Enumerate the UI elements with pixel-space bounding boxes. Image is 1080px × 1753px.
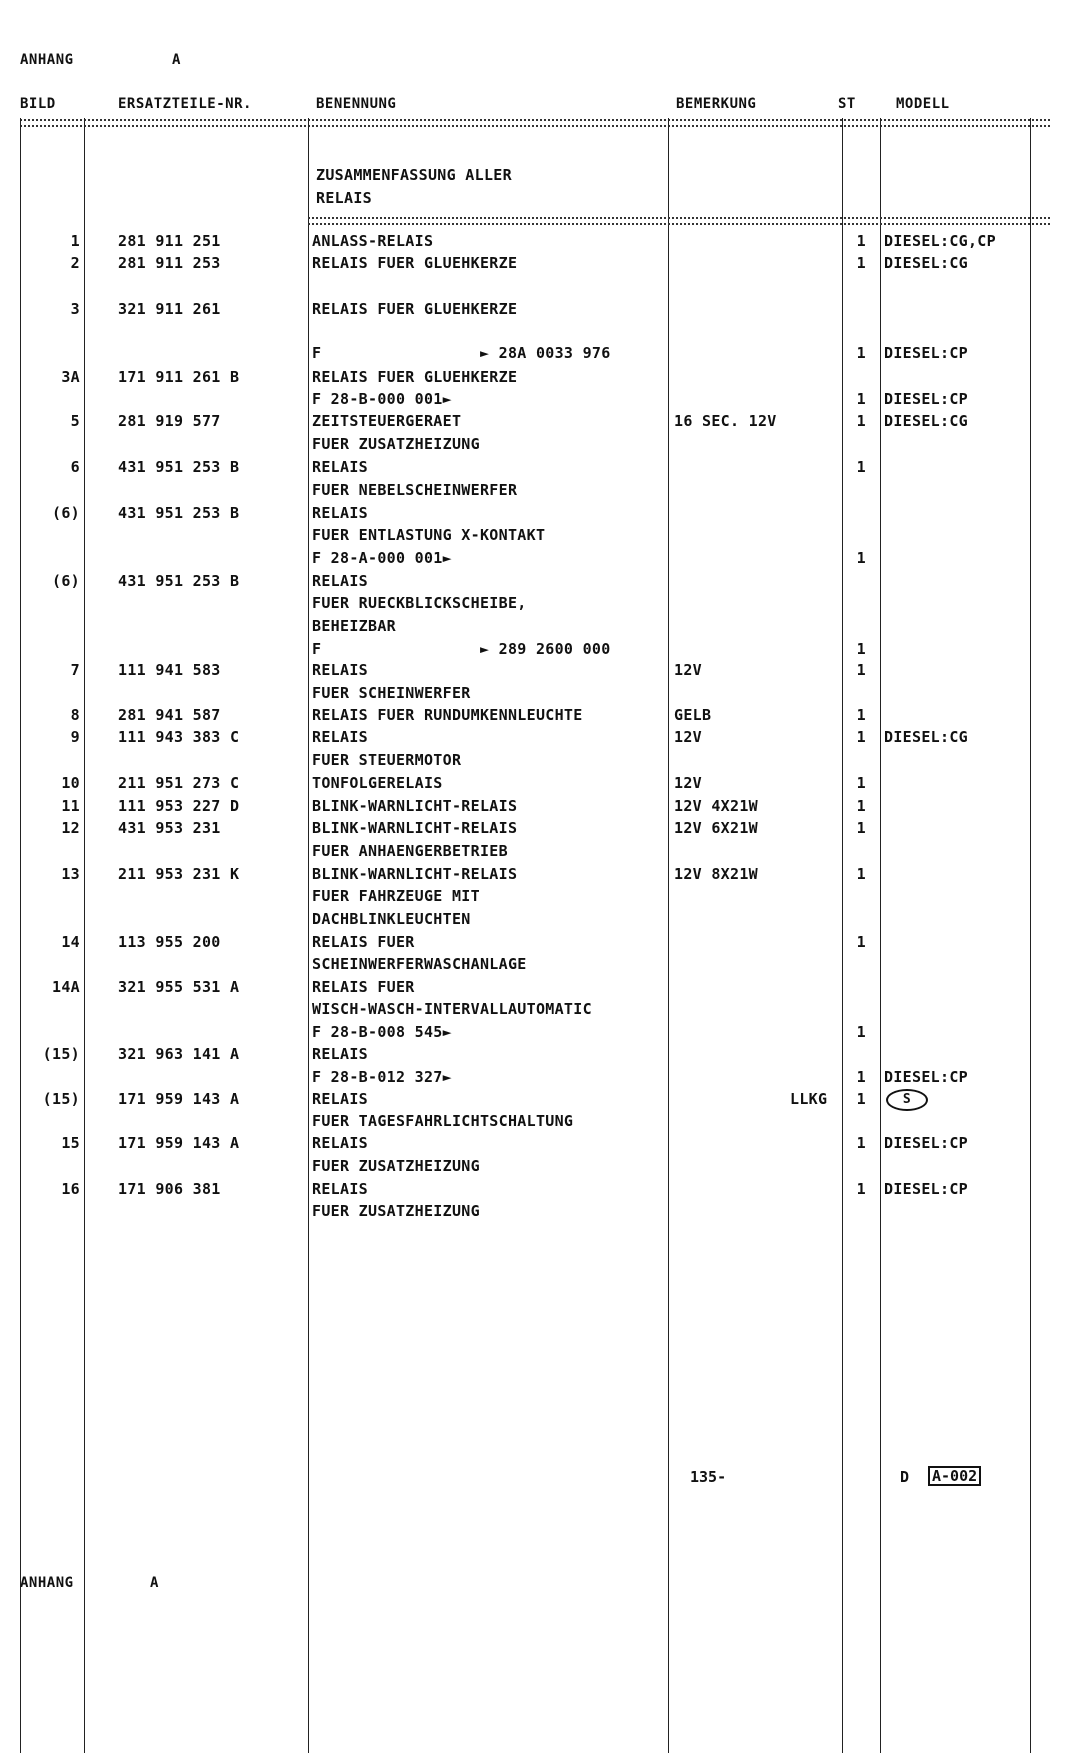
next-anhang-label: ANHANG bbox=[20, 1575, 74, 1591]
cell-st: 1 bbox=[856, 728, 866, 746]
column-line bbox=[842, 118, 843, 1753]
cell-st: 1 bbox=[856, 1068, 866, 1086]
cell-ben: BEHEIZBAR bbox=[312, 617, 396, 635]
cell-st: 1 bbox=[856, 1180, 866, 1198]
col-header-ersatzteile: ERSATZTEILE-NR. bbox=[118, 96, 252, 112]
cell-bem: 12V 4X21W bbox=[674, 797, 758, 815]
cell-nr: 431 953 231 bbox=[118, 819, 221, 837]
cell-ben: F 28-B-008 545► bbox=[312, 1023, 452, 1041]
cell-ben: FUER ZUSATZHEIZUNG bbox=[312, 1157, 480, 1175]
cell-st: 1 bbox=[856, 797, 866, 815]
language-code: D bbox=[900, 1468, 910, 1486]
cell-nr: 281 919 577 bbox=[118, 412, 221, 430]
cell-ben: F ► 289 2600 000 bbox=[312, 640, 611, 658]
cell-nr: 281 941 587 bbox=[118, 706, 221, 724]
cell-bem: 12V 6X21W bbox=[674, 819, 758, 837]
model-symbol: S bbox=[886, 1089, 928, 1111]
cell-bild: 15 bbox=[61, 1134, 80, 1152]
column-line bbox=[668, 118, 669, 1753]
cell-bild: 6 bbox=[70, 458, 80, 476]
cell-st: 1 bbox=[856, 774, 866, 792]
anhang-label: ANHANG bbox=[20, 52, 74, 68]
cell-ben: FUER SCHEINWERFER bbox=[312, 684, 471, 702]
cell-bild: 7 bbox=[70, 661, 80, 679]
cell-mod: DIESEL:CP bbox=[884, 390, 968, 408]
cell-ben: RELAIS bbox=[312, 661, 368, 679]
cell-st: 1 bbox=[856, 865, 866, 883]
cell-mod: DIESEL:CG bbox=[884, 254, 968, 272]
cell-nr: 171 959 143 A bbox=[118, 1090, 240, 1108]
cell-mod: DIESEL:CP bbox=[884, 1134, 968, 1152]
cell-bild: 8 bbox=[70, 706, 80, 724]
cell-ben: RELAIS FUER GLUEHKERZE bbox=[312, 254, 518, 272]
cell-st: 1 bbox=[856, 640, 866, 658]
cell-nr: 281 911 251 bbox=[118, 232, 221, 250]
cell-ben: FUER ANHAENGERBETRIEB bbox=[312, 842, 508, 860]
col-header-modell: MODELL bbox=[896, 96, 950, 112]
cell-ben: F 28-B-012 327► bbox=[312, 1068, 452, 1086]
cell-st: 1 bbox=[856, 819, 866, 837]
cell-ben: SCHEINWERFERWASCHANLAGE bbox=[312, 955, 527, 973]
cell-mod: DIESEL:CG,CP bbox=[884, 232, 996, 250]
cell-mod: DIESEL:CP bbox=[884, 1068, 968, 1086]
col-header-st: ST bbox=[838, 96, 856, 112]
cell-nr: 111 941 583 bbox=[118, 661, 221, 679]
cell-ben: FUER ENTLASTUNG X-KONTAKT bbox=[312, 526, 546, 544]
cell-bem: GELB bbox=[674, 706, 712, 724]
section-title-line-1: ZUSAMMENFASSUNG ALLER bbox=[316, 166, 512, 184]
cell-bild: (6) bbox=[52, 504, 80, 522]
cell-ben: FUER RUECKBLICKSCHEIBE, bbox=[312, 594, 527, 612]
cell-ben: F 28-B-000 001► bbox=[312, 390, 452, 408]
column-line bbox=[880, 118, 881, 1753]
cell-mod: DIESEL:CG bbox=[884, 728, 968, 746]
cell-st: 1 bbox=[856, 549, 866, 567]
cell-ben: FUER FAHRZEUGE MIT bbox=[312, 887, 480, 905]
cell-ben: WISCH-WASCH-INTERVALLAUTOMATIC bbox=[312, 1000, 592, 1018]
cell-bild: 3 bbox=[70, 300, 80, 318]
column-line bbox=[20, 118, 21, 1753]
cell-ben: RELAIS bbox=[312, 1090, 368, 1108]
cell-ben: RELAIS bbox=[312, 1045, 368, 1063]
cell-st: 1 bbox=[856, 232, 866, 250]
cell-bild: 3A bbox=[61, 368, 80, 386]
model-symbol-circled bbox=[886, 1089, 928, 1111]
header-rule-top bbox=[20, 119, 1050, 121]
cell-bild: (6) bbox=[52, 572, 80, 590]
cell-bild: (15) bbox=[42, 1090, 80, 1108]
cell-ben: RELAIS FUER bbox=[312, 933, 415, 951]
cell-nr: 171 911 261 B bbox=[118, 368, 240, 386]
cell-st: 1 bbox=[856, 412, 866, 430]
cell-nr: 171 906 381 bbox=[118, 1180, 221, 1198]
cell-ben: RELAIS bbox=[312, 1180, 368, 1198]
cell-bem: 12V bbox=[674, 661, 702, 679]
cell-bem: LLKG bbox=[790, 1090, 828, 1108]
cell-nr: 431 951 253 B bbox=[118, 572, 240, 590]
cell-st: 1 bbox=[856, 661, 866, 679]
cell-nr: 113 955 200 bbox=[118, 933, 221, 951]
page-number: 135- bbox=[690, 1468, 727, 1486]
cell-bild: 11 bbox=[61, 797, 80, 815]
cell-nr: 171 959 143 A bbox=[118, 1134, 240, 1152]
col-header-benennung: BENENNUNG bbox=[316, 96, 397, 112]
cell-ben: TONFOLGERELAIS bbox=[312, 774, 443, 792]
cell-nr: 321 911 261 bbox=[118, 300, 221, 318]
cell-ben: RELAIS bbox=[312, 728, 368, 746]
cell-ben: FUER NEBELSCHEINWERFER bbox=[312, 481, 518, 499]
cell-ben: RELAIS bbox=[312, 572, 368, 590]
cell-bild: 10 bbox=[61, 774, 80, 792]
column-line bbox=[1030, 118, 1031, 1753]
cell-nr: 431 951 253 B bbox=[118, 504, 240, 522]
section-rule-top bbox=[308, 217, 1050, 219]
cell-bild: 2 bbox=[70, 254, 80, 272]
next-anhang-value: A bbox=[150, 1575, 159, 1591]
cell-bild: 1 bbox=[70, 232, 80, 250]
cell-st: 1 bbox=[856, 1023, 866, 1041]
cell-ben: ANLASS-RELAIS bbox=[312, 232, 434, 250]
cell-nr: 111 953 227 D bbox=[118, 797, 240, 815]
col-header-bild: BILD bbox=[20, 96, 56, 112]
cell-bild: 16 bbox=[61, 1180, 80, 1198]
document-code-box bbox=[928, 1466, 981, 1486]
cell-st: 1 bbox=[856, 706, 866, 724]
cell-nr: 211 951 273 C bbox=[118, 774, 240, 792]
cell-st: 1 bbox=[856, 344, 866, 362]
section-title-line-2: RELAIS bbox=[316, 189, 372, 207]
cell-ben: RELAIS FUER RUNDUMKENNLEUCHTE bbox=[312, 706, 583, 724]
cell-bild: 14A bbox=[52, 978, 80, 996]
cell-bem: 16 SEC. 12V bbox=[674, 412, 777, 430]
cell-st: 1 bbox=[856, 458, 866, 476]
cell-ben: RELAIS bbox=[312, 1134, 368, 1152]
cell-nr: 211 953 231 K bbox=[118, 865, 240, 883]
header-rule-bottom bbox=[20, 125, 1050, 127]
cell-bem: 12V 8X21W bbox=[674, 865, 758, 883]
cell-mod: DIESEL:CP bbox=[884, 1180, 968, 1198]
cell-ben: F ► 28A 0033 976 bbox=[312, 344, 611, 362]
cell-ben: RELAIS FUER bbox=[312, 978, 415, 996]
anhang-value: A bbox=[172, 52, 181, 68]
cell-st: 1 bbox=[856, 1090, 866, 1108]
cell-st: 1 bbox=[856, 390, 866, 408]
cell-nr: 321 963 141 A bbox=[118, 1045, 240, 1063]
cell-ben: BLINK-WARNLICHT-RELAIS bbox=[312, 797, 518, 815]
cell-bem: 12V bbox=[674, 728, 702, 746]
cell-st: 1 bbox=[856, 254, 866, 272]
cell-bild: 13 bbox=[61, 865, 80, 883]
document-code: A-002 bbox=[928, 1466, 981, 1486]
cell-ben: FUER ZUSATZHEIZUNG bbox=[312, 1202, 480, 1220]
cell-nr: 431 951 253 B bbox=[118, 458, 240, 476]
cell-ben: BLINK-WARNLICHT-RELAIS bbox=[312, 819, 518, 837]
cell-nr: 111 943 383 C bbox=[118, 728, 240, 746]
cell-ben: ZEITSTEUERGERAET bbox=[312, 412, 462, 430]
cell-bem: 12V bbox=[674, 774, 702, 792]
cell-ben: F 28-A-000 001► bbox=[312, 549, 452, 567]
cell-ben: DACHBLINKLEUCHTEN bbox=[312, 910, 471, 928]
cell-ben: RELAIS bbox=[312, 504, 368, 522]
cell-ben: RELAIS bbox=[312, 458, 368, 476]
cell-bild: 14 bbox=[61, 933, 80, 951]
cell-st: 1 bbox=[856, 933, 866, 951]
cell-bild: (15) bbox=[42, 1045, 80, 1063]
col-header-bemerkung: BEMERKUNG bbox=[676, 96, 757, 112]
column-line bbox=[308, 118, 309, 1753]
cell-st: 1 bbox=[856, 1134, 866, 1152]
cell-mod: DIESEL:CG bbox=[884, 412, 968, 430]
cell-ben: FUER ZUSATZHEIZUNG bbox=[312, 435, 480, 453]
cell-ben: FUER STEUERMOTOR bbox=[312, 751, 462, 769]
cell-bild: 12 bbox=[61, 819, 80, 837]
cell-nr: 321 955 531 A bbox=[118, 978, 240, 996]
section-rule-bottom bbox=[308, 223, 1050, 225]
column-line bbox=[84, 118, 85, 1753]
cell-bild: 5 bbox=[70, 412, 80, 430]
cell-ben: RELAIS FUER GLUEHKERZE bbox=[312, 300, 518, 318]
cell-nr: 281 911 253 bbox=[118, 254, 221, 272]
cell-ben: RELAIS FUER GLUEHKERZE bbox=[312, 368, 518, 386]
cell-mod: DIESEL:CP bbox=[884, 344, 968, 362]
cell-ben: BLINK-WARNLICHT-RELAIS bbox=[312, 865, 518, 883]
cell-bild: 9 bbox=[70, 728, 80, 746]
cell-ben: FUER TAGESFAHRLICHTSCHALTUNG bbox=[312, 1112, 574, 1130]
